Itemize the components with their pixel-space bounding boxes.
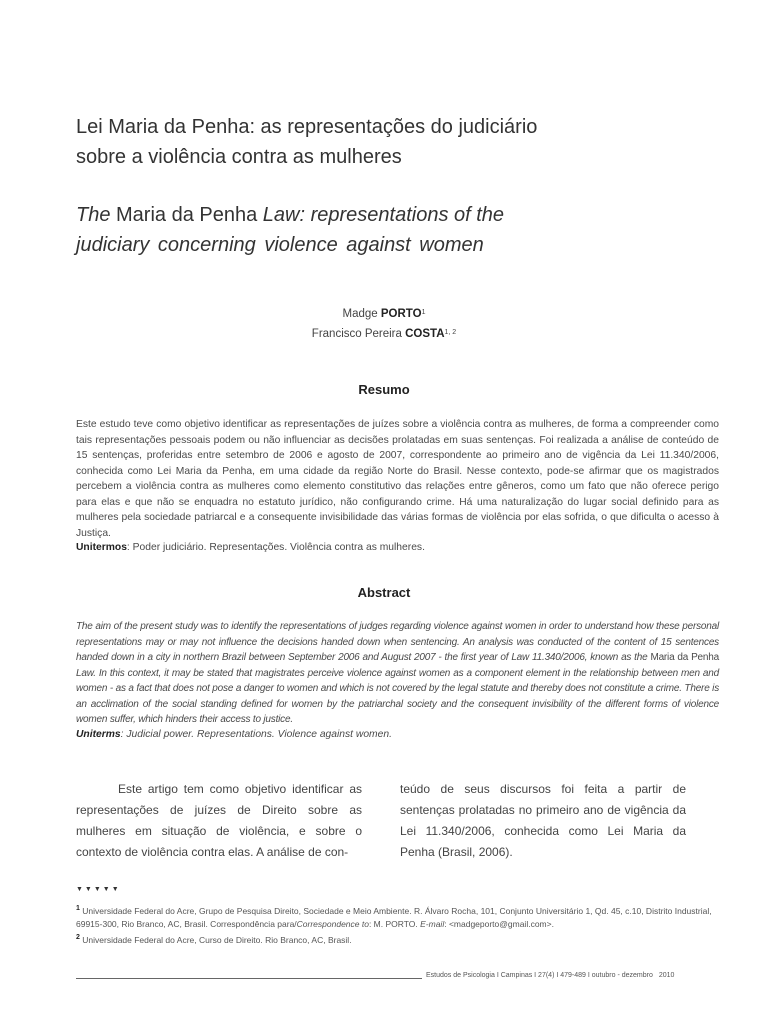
- title-en-the: The: [76, 204, 111, 226]
- abstract-body: The aim of the present study was to identify the representations of judges regarding violence against women in order to understand how these personal representations may or may not influence the decisions handed down when sentencing. An analysis was conducted of the content of 15 sentences handed down in a city in northern Brazil between September 2006 and August 2007 - the first year of Law 11.340/2006, known as the Maria da Penha Law. In this context, it may be stated that magistrates perceive violence against women as a component element in the relationship between men and women - as a fact that does not pose a danger to women and which is not covered by the legal statute and thereby does not constitute a crime. There is an acclimation of the social standing defined for women by the patriarchal society and the consequent invisibility of the different forms of violence women suffer, which hinders their access to justice.: [76, 621, 719, 725]
- abstract-keywords: Uniterms: Judicial power. Representations. Violence against women.: [76, 729, 392, 740]
- title-en-rest: Law: representations of the: [262, 204, 505, 226]
- title-english: [76, 200, 716, 260]
- title-en-line2: judiciary concerning violence against women: [76, 234, 484, 256]
- resumo-keywords: Unitermos: Poder judiciário. Representações. Violência contra as mulheres.: [76, 542, 425, 553]
- title-en-name: Maria da Penha: [110, 204, 263, 226]
- body-column-right: teúdo de seus discursos foi feita a partir de sentenças prolatadas no primeiro ano de vigência da Lei 11.340/2006, conhecida como Lei Maria da Penha (Brasil, 2006).: [400, 782, 686, 859]
- footnote-2: $^2$ Universidade Federal do Acre, Curso de Direito. Rio Branco, AC, Brasil.: [76, 934, 352, 945]
- footnote-divider-marks: ▼▼▼▼▼: [76, 886, 121, 893]
- resumo-body: Este estudo teve como objetivo identificar as representações de juízes sobre a violência contra as mulheres, de forma a compreender como tais representações pessoais podem ou não influenciar as decisões prolatadas em suas sentenças. Foi realizada a análise de conteúdo de 15 sentenças, proferidas entre setembro de 2006 e agosto de 2007, correspondente ao primeiro ano de vigência da Lei 11.340/2006, conhecida como Lei Maria da Penha, em uma cidade da região Norte do Brasil. Nesse contexto, pode-se afirmar que os magistrados percebem a violência contra as mulheres como elemento constitutivo das relações entre gêneros, como um fato que não oferece perigo para elas e que não se enquadra no estatuto jurídico, não configurando crime. Há uma naturalização do lugar social definido para as mulheres pela sociedade patriarcal e a consequente invisibilidade das várias formas de violência por elas sofrida, o que dificulta o acesso à Justiça.: [76, 419, 719, 539]
- title-pt-line1: Lei Maria da Penha: as representações do judiciário: [76, 116, 538, 138]
- running-footer: Estudos de Psicologia I Campinas I 27(4) I 479-489 I outubro - dezembro 2010: [426, 972, 675, 979]
- abstract-heading: Abstract: [357, 585, 411, 600]
- page-year: 2010: [658, 972, 675, 979]
- footnote-1: $^1$ Universidade Federal do Acre, Grupo de Pesquisa Direito, Sociedade e Meio Ambiente. R. Álvaro Rocha, 101, Conjunto Universitário 1, Qd. 45, c.10, Distrito Industrial, 69915-300, Rio Branco, AC, Brasil. Correspondência para/Correspondence to: M. PORTO. E-mail: <madgeporto@gmail.com>.: [76, 905, 712, 929]
- title-portuguese: [76, 112, 696, 172]
- title-pt-line2: sobre a violência contra as mulheres: [76, 146, 402, 168]
- footer-rule: [76, 978, 422, 979]
- body-column-left: Este artigo tem como objetivo identificar as representações de juízes de Direito sobre as mulheres em situação de violência, e sobre o contexto de violência contra elas. A análise de con-: [76, 782, 362, 859]
- title-en-line1: [76, 200, 716, 230]
- authors: [0, 304, 768, 344]
- author-1: Madge PORTO$^1$: [342, 308, 426, 320]
- resumo-heading: Resumo: [358, 382, 410, 397]
- author-2: Francisco Pereira COSTA$^{1, 2}$: [311, 328, 457, 340]
